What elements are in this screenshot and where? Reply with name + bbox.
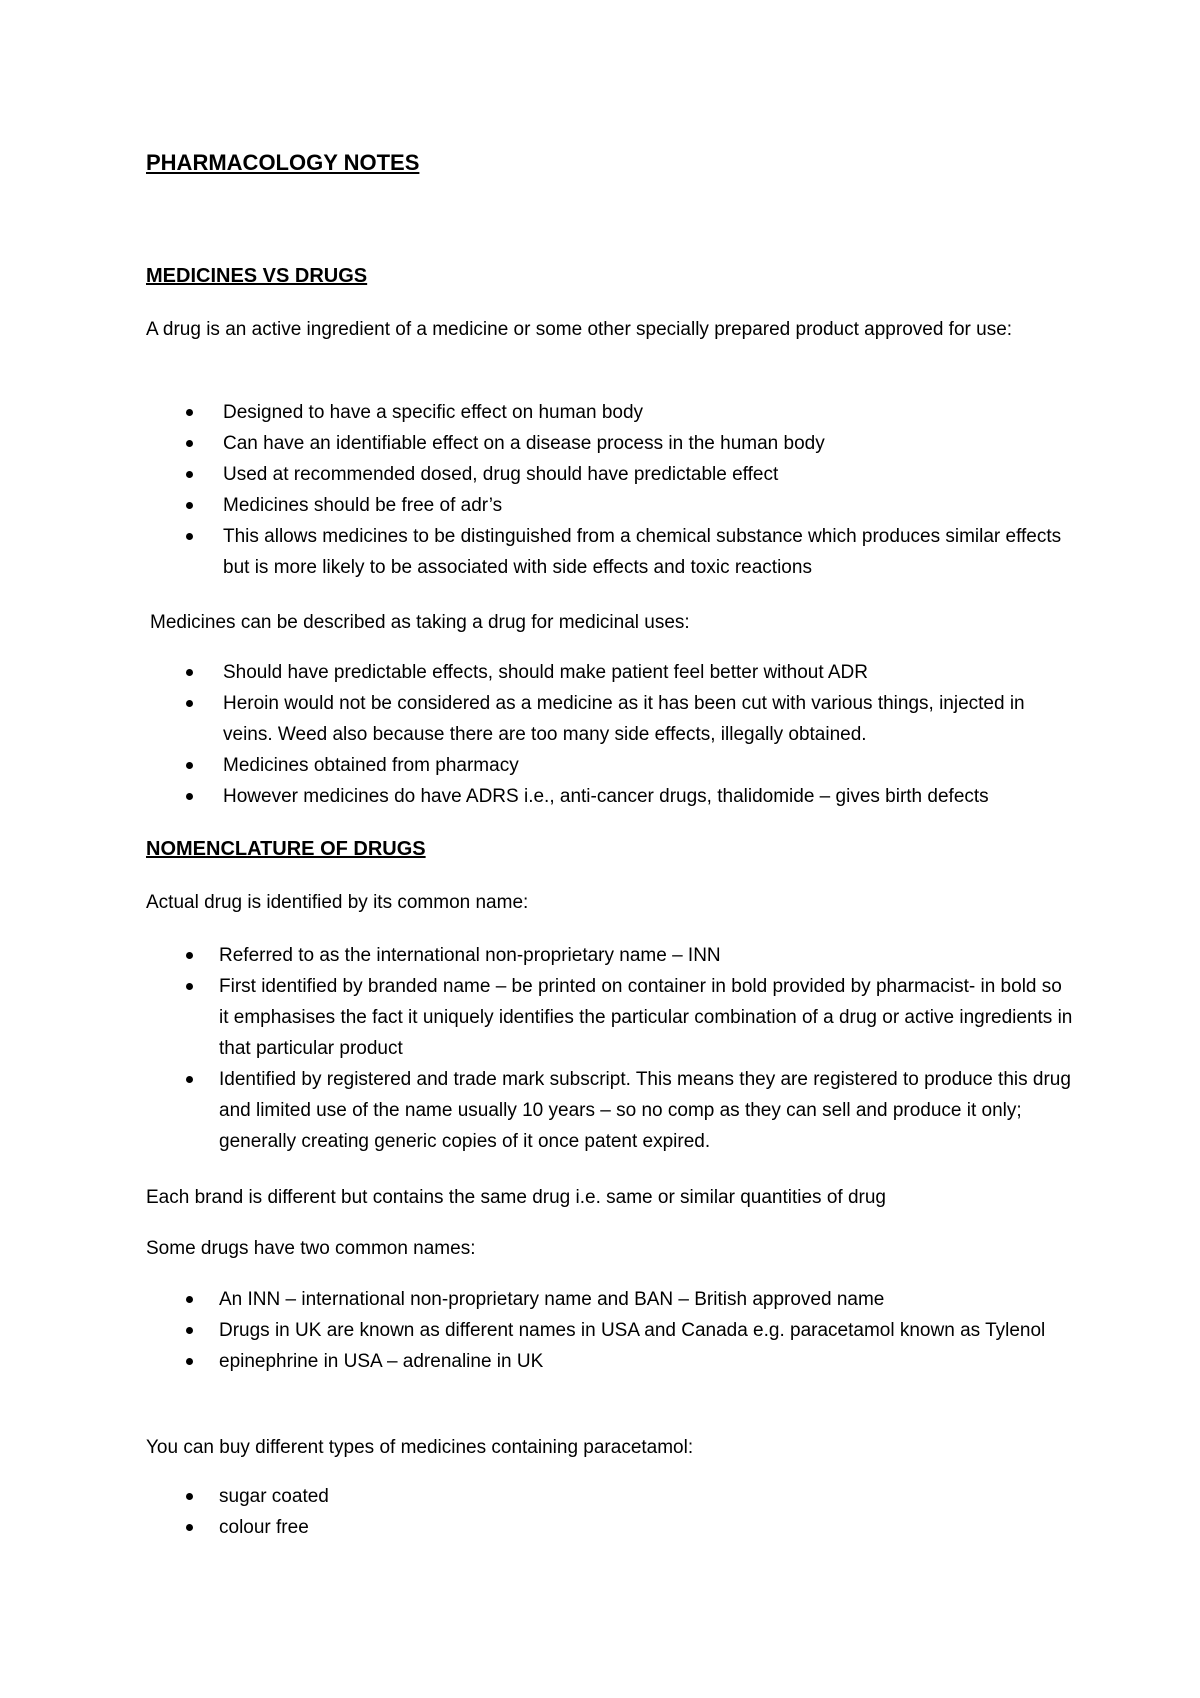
bullet-icon xyxy=(186,1493,193,1500)
list-item: This allows medicines to be distinguished from a chemical substance which produces similar effects but is more likely to be associated with side effects and toxic reactions xyxy=(146,521,1076,583)
bullet-list-medicine-properties xyxy=(146,657,1076,812)
list-item: Identified by registered and trade mark subscript. This means they are registered to produce this drug and limited use of the name usually 10 years – so no comp as they can sell and produce it only; generally creating generic copies of it once patent expired. xyxy=(146,1064,1076,1157)
paragraph-paracetamol: You can buy different types of medicines containing paracetamol: xyxy=(146,1437,694,1458)
bullet-icon xyxy=(186,1076,193,1083)
bullet-icon xyxy=(186,669,193,676)
list-item: An INN – international non-proprietary name and BAN – British approved name xyxy=(146,1284,1076,1315)
page-title: PHARMACOLOGY NOTES xyxy=(146,150,420,175)
bullet-list-common-names xyxy=(146,1284,1076,1377)
bullet-icon xyxy=(186,1524,193,1531)
list-item: However medicines do have ADRS i.e., anti-cancer drugs, thalidomide – gives birth defects xyxy=(146,781,1076,812)
bullet-icon xyxy=(186,1327,193,1334)
bullet-list-paracetamol-types xyxy=(146,1481,1076,1543)
bullet-icon xyxy=(186,700,193,707)
list-item: Should have predictable effects, should make patient feel better without ADR xyxy=(146,657,1076,688)
list-item: epinephrine in USA – adrenaline in UK xyxy=(146,1346,1076,1377)
list-item: Designed to have a specific effect on human body xyxy=(146,397,1076,428)
bullet-icon xyxy=(186,1358,193,1365)
list-item: Medicines obtained from pharmacy xyxy=(146,750,1076,781)
bullet-icon xyxy=(186,533,193,540)
bullet-list-drug-names xyxy=(146,940,1076,1157)
list-item: Heroin would not be considered as a medicine as it has been cut with various things, injected in veins. Weed also because there are too many side effects, illegally obtained. xyxy=(146,688,1076,750)
list-item: Drugs in UK are known as different names in USA and Canada e.g. paracetamol known as Tylenol xyxy=(146,1315,1076,1346)
list-item: colour free xyxy=(146,1512,1076,1543)
bullet-icon xyxy=(186,502,193,509)
bullet-icon xyxy=(186,983,193,990)
bullet-icon xyxy=(186,1296,193,1303)
list-item: sugar coated xyxy=(146,1481,1076,1512)
paragraph-two-names: Some drugs have two common names: xyxy=(146,1238,476,1259)
section-intro: Medicines can be described as taking a drug for medicinal uses: xyxy=(150,612,690,633)
list-item: Used at recommended dosed, drug should have predictable effect xyxy=(146,459,1076,490)
section-intro: Actual drug is identified by its common name: xyxy=(146,892,529,913)
list-item: Medicines should be free of adr’s xyxy=(146,490,1076,521)
bullet-icon xyxy=(186,440,193,447)
section-intro: A drug is an active ingredient of a medicine or some other specially prepared product approved for use: xyxy=(146,319,1013,340)
bullet-icon xyxy=(186,409,193,416)
section-heading-nomenclature: NOMENCLATURE OF DRUGS xyxy=(146,838,426,860)
paragraph-brand: Each brand is different but contains the same drug i.e. same or similar quantities of drug xyxy=(146,1187,886,1208)
section-heading-medicines-vs-drugs: MEDICINES VS DRUGS xyxy=(146,265,368,287)
list-item: Referred to as the international non-proprietary name – INN xyxy=(146,940,1076,971)
list-item: First identified by branded name – be printed on container in bold provided by pharmacist- in bold so it emphasises the fact it uniquely identifies the particular combination of a drug or active ingredients in that particular product xyxy=(146,971,1076,1064)
list-item: Can have an identifiable effect on a disease process in the human body xyxy=(146,428,1076,459)
bullet-icon xyxy=(186,952,193,959)
bullet-icon xyxy=(186,793,193,800)
bullet-icon xyxy=(186,762,193,769)
bullet-list-drug-properties xyxy=(146,397,1076,583)
bullet-icon xyxy=(186,471,193,478)
